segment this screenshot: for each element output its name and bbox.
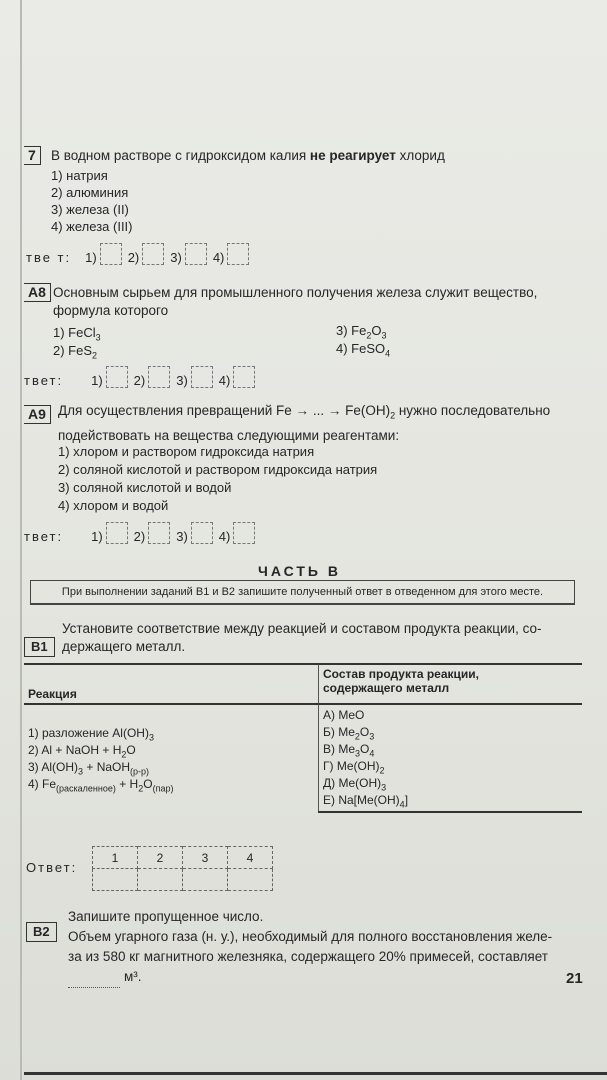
answer-grid-cell[interactable] [228,869,273,891]
a7-option-4: 4) железа (III) [51,219,133,234]
question-a8-line-2: формула которого [53,303,169,318]
product-b: Б) $Me_2O_3$ [323,725,375,742]
question-a7-text-end: хлорид [395,148,445,163]
answer-slot-3 [170,243,207,265]
bottom-rule [24,1072,607,1075]
slot-label: 1) [91,529,103,544]
reaction-1: 1) разложение $Al(OH)_3$ [28,726,154,743]
answer-checkbox[interactable] [142,243,164,265]
answer-checkbox[interactable] [233,522,255,544]
answer-checkbox[interactable] [100,243,122,265]
answer-checkbox[interactable] [106,522,128,544]
reactions-list [24,704,319,812]
answer-row-a7 [26,243,255,265]
question-a9-line-1: Для осуществления превращений Fe → ... → $Fe(OH)_2$ нужно последовательно [58,403,551,421]
page-binding-edge [20,0,22,1080]
answer-grid-header: 3 [183,847,228,869]
slot-label: 1) [85,250,97,265]
page-number: 21 [566,970,583,987]
answer-checkbox[interactable] [191,522,213,544]
question-a8-line-1: Основным сырьем для промышленного получения железа служит вещество, [53,285,538,300]
products-list [319,704,583,812]
question-a9-options [58,443,377,515]
question-b2-line-1: Запишите пропущенное число. [68,909,264,924]
column-header-reaction: Реакция [24,664,319,704]
slot-label: 4) [212,250,225,265]
answer-slot-4 [213,243,250,265]
question-b1-text [62,620,542,656]
slot-label: 1) [91,373,103,388]
answer-slot-1 [91,522,128,544]
b2-unit: м³. [124,969,142,984]
answer-row-a8 [24,366,261,388]
answer-grid-header: 1 [93,847,138,869]
answer-slot-2 [128,243,165,265]
reaction-2: 2) Al + NaOH + $H_2O$ [28,743,136,760]
b1-answer-grid [92,846,273,891]
question-b2-text [68,907,552,988]
answer-checkbox[interactable] [233,366,255,388]
question-b2-line-2: Объем угарного газа (н. у.), необходимый для полного восстановления желе- [68,929,553,944]
answer-row-a9 [24,522,261,544]
answer-checkbox[interactable] [191,366,213,388]
product-v: В) $Me_3O_4$ [323,742,375,759]
question-b2-answer-line [68,967,552,988]
question-a7-text [51,148,445,163]
slot-label: 2) [133,529,146,544]
answer-grid-header: 2 [138,847,183,869]
answer-slot-3 [176,522,213,544]
matching-table [24,663,582,813]
question-b1-number: В1 [24,637,55,657]
a8-option-4: 4) FeSO$_4$ [336,341,391,359]
b1-answer-label: Ответ: [26,860,78,875]
product-g: Г) $Me(OH)_2$ [323,759,385,776]
question-a8-number: А8 [24,283,51,302]
slot-label: 4) [218,373,231,388]
answer-slot-2 [134,366,171,388]
product-a: А) MeO [323,708,365,722]
a9-option-4: 4) хлором и водой [58,498,169,513]
answer-checkbox[interactable] [185,243,207,265]
a9-option-3: 3) соляной кислотой и водой [58,480,232,495]
slot-label: 2) [133,373,146,388]
a8-option-2: 2) FeS$_2$ [53,343,98,361]
answer-grid-cell[interactable] [138,869,183,891]
answer-checkbox[interactable] [106,366,128,388]
column-header-product: Состав продукта реакции, содержащего металл [319,664,583,704]
slot-label: 2) [127,250,140,265]
answer-grid-cell[interactable] [93,869,138,891]
answer-label: твет: [24,373,64,388]
answer-slot-3 [176,366,213,388]
question-a9-number: А9 [24,405,51,424]
answer-slot-4 [219,366,256,388]
question-a7-number: 7 [24,146,41,165]
question-a7-emphasis: не реагирует [309,148,396,163]
a7-option-2: 2) алюминия [51,185,129,200]
answer-grid-cell[interactable] [183,869,228,891]
a7-option-3: 3) железа (II) [51,202,129,217]
a8-option-3: 3) $Fe_2O_3$ [336,323,387,341]
product-d: Д) $Me(OH)_3$ [323,776,387,793]
slot-label: 3) [176,529,188,544]
question-b1-line-1: Установите соответствие между реакцией и составом продукта реакции, со- [62,621,542,636]
question-a8-text [53,284,537,320]
slot-label: 4) [218,529,231,544]
answer-checkbox[interactable] [148,522,170,544]
question-b2-line-3: за из 580 кг магнитного железняка, содержащего 20% примесей, составляет [68,949,548,964]
reaction-4: 4) $Fe_{(раскаленное)} + H_2O_{(пар)}$ [28,777,174,794]
section-title: ЧАСТЬ В [258,563,341,579]
question-b1-line-2: держащего металл. [62,639,186,654]
answer-label: твет: [24,529,64,544]
a8-option-1: 1) FeCl$_3$ [53,325,101,343]
answer-slot-1 [91,366,128,388]
question-a7-options [51,167,133,235]
answer-slot-1 [85,243,122,265]
answer-checkbox[interactable] [148,366,170,388]
answer-checkbox[interactable] [227,243,249,265]
slot-label: 3) [176,373,188,388]
instruction-banner: При выполнении заданий В1 и В2 запишите полученный ответ в отведенном для этого месте. [30,580,575,605]
answer-slot-4 [219,522,256,544]
a9-option-2: 2) соляной кислотой и раствором гидроксида натрия [58,462,378,477]
reaction-3: 3) $Al(OH)_3$ + NaOH$_{(р-р)}$ [28,760,150,777]
slot-label: 3) [170,250,182,265]
question-b2-number: В2 [26,922,57,942]
question-a7-text-start: В водном растворе с гидроксидом калия [51,148,310,163]
a9-option-1: 1) хлором и раствором гидроксида натрия [58,444,315,459]
question-a9-line-2: подействовать на вещества следующими реагентами: [58,427,400,443]
answer-slot-2 [134,522,171,544]
answer-label: тве т: [26,250,72,265]
question-a9-text [58,401,550,445]
a7-option-1: 1) натрия [51,168,108,183]
b2-answer-blank[interactable] [68,967,120,988]
answer-grid-header: 4 [228,847,273,869]
product-e: Е) $Na[Me(OH)_4]$ [323,793,409,810]
